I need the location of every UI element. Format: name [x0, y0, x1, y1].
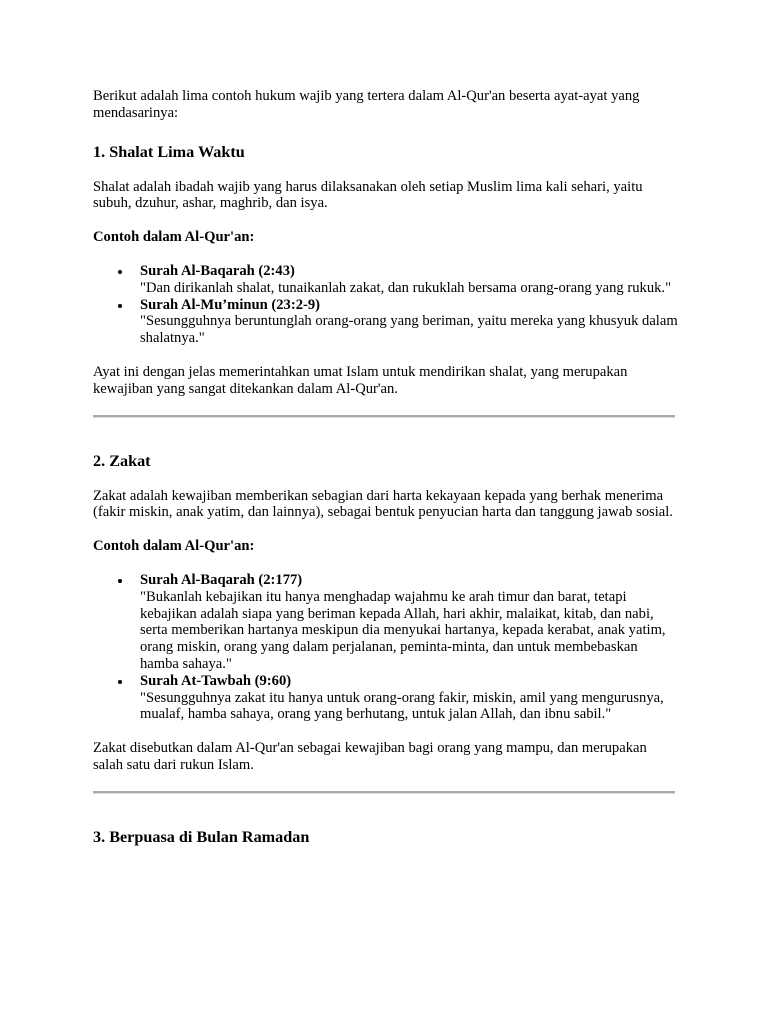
section-conclusion-zakat: Zakat disebutkan dalam Al-Qur'an sebagai kewajiban bagi orang yang mampu, dan merupakan salah satu dari rukun Islam.: [93, 740, 647, 773]
section-divider: [93, 415, 675, 418]
section-puasa: [93, 827, 678, 847]
surah-quote: "Bukanlah kebajikan itu hanya menghadap wajahmu ke arah timur dan barat, tetapi kebajikan adalah siapa yang beriman kepada Allah, hari akhir, malaikat, kitab, dan nabi, serta memberikan hartanya meskipun dia menyukai hartanya, kepada kerabat, anak yatim, orang miskin, orang yang dalam perjalanan, peminta-minta, dan untuk membebaskan hamba sahaya.": [140, 588, 666, 672]
surah-quote: "Sesungguhnya zakat itu hanya untuk orang-orang fakir, miskin, amil yang mengurusnya, mualaf, hamba sahaya, orang yang berhutang, untuk jalan Allah, dan ibnu sabil.": [140, 689, 664, 723]
section-divider: [93, 791, 675, 794]
surah-reference: Surah Al-Baqarah (2:43): [140, 262, 295, 279]
section-zakat: [93, 451, 678, 774]
section-description-shalat: Shalat adalah ibadah wajib yang harus dilaksanakan oleh setiap Muslim lima kali sehari, yaitu subuh, dzuhur, ashar, maghrib, dan isya.: [93, 178, 643, 212]
section-conclusion-shalat: Ayat ini dengan jelas memerintahkan umat Islam untuk mendirikan shalat, yang merupakan kewajiban yang sangat ditekankan dalam Al-Qur'an.: [93, 363, 628, 397]
list-item: [140, 673, 678, 723]
surah-reference: Surah At-Tawbah (9:60): [140, 672, 292, 689]
section-description-zakat: Zakat adalah kewajiban memberikan sebagian dari harta kekayaan kepada yang berhak menerima (fakir miskin, anak yatim, dan lainnya), sebagai bentuk penyucian harta dan tanggung jawab sosial.: [93, 487, 673, 521]
section-title-puasa: 3. Berpuasa di Bulan Ramadan: [93, 827, 310, 846]
section-title-zakat: 2. Zakat: [93, 451, 151, 470]
list-item: [140, 572, 678, 673]
examples-heading-shalat: Contoh dalam Al-Qur'an:: [93, 229, 255, 246]
list-item: [140, 263, 678, 297]
examples-heading-zakat: Contoh dalam Al-Qur'an:: [93, 538, 255, 555]
surah-reference: Surah Al-Baqarah (2:177): [140, 571, 303, 588]
surah-quote: "Dan dirikanlah shalat, tunaikanlah zakat, dan rukuklah bersama orang-orang yang rukuk.": [140, 279, 672, 296]
examples-list-shalat: [93, 263, 678, 347]
surah-reference: Surah Al-Mu’minun (23:2-9): [140, 296, 321, 313]
surah-quote: "Sesungguhnya beruntunglah orang-orang yang beriman, yaitu mereka yang khusyuk dalam shalatnya.": [140, 313, 678, 347]
section-title-shalat: 1. Shalat Lima Waktu: [93, 142, 245, 161]
intro-paragraph: Berikut adalah lima contoh hukum wajib yang tertera dalam Al-Qur'an beserta ayat-ayat yang mendasarinya:: [93, 88, 640, 121]
list-item: [140, 297, 678, 347]
examples-list-zakat: [93, 572, 678, 723]
section-shalat: [93, 142, 678, 398]
document-content: [93, 88, 678, 847]
